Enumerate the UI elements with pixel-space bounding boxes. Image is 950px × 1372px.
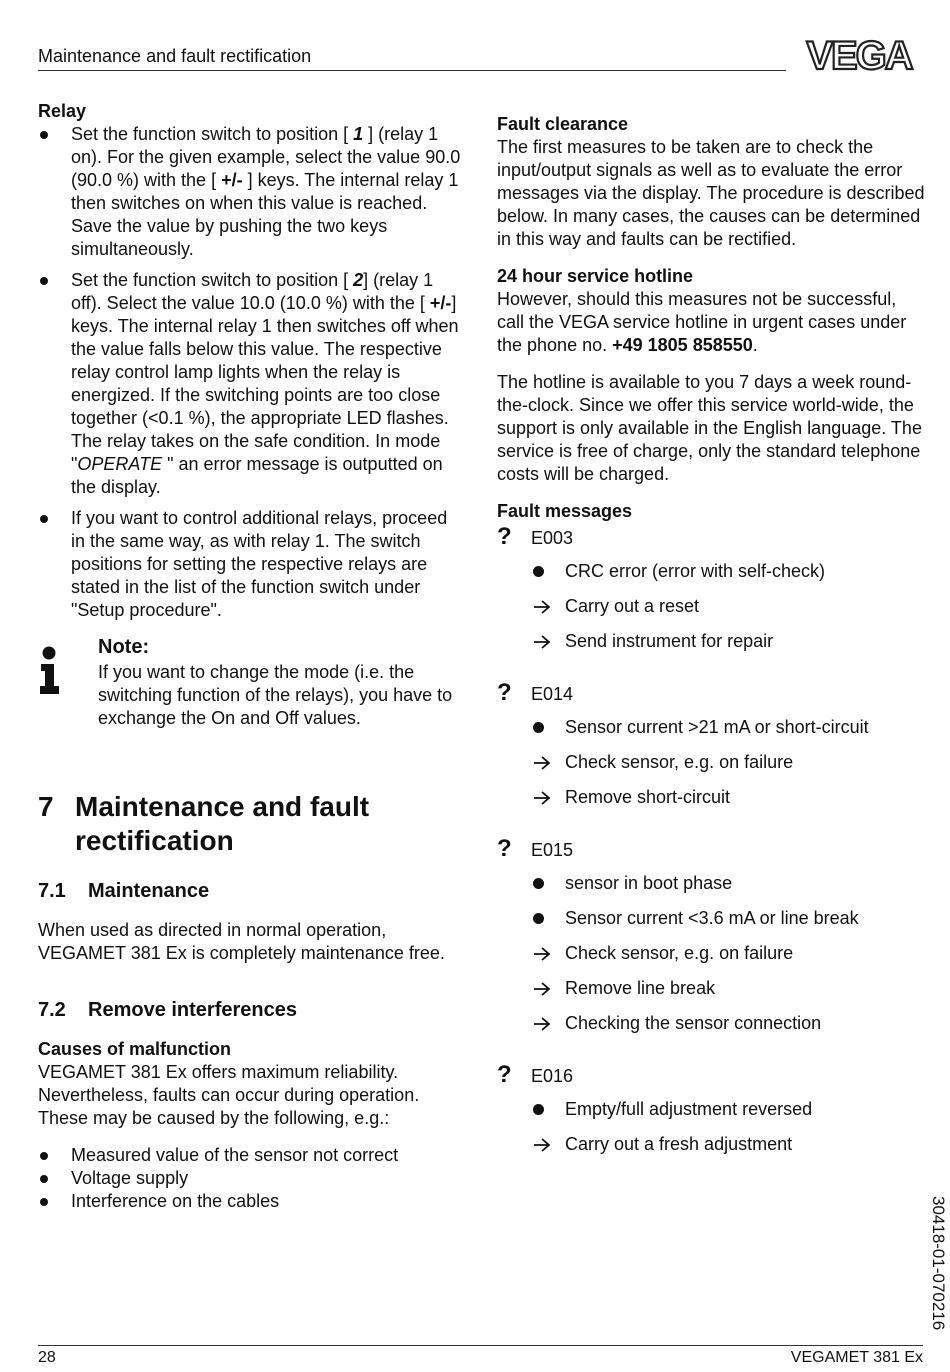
arrow-right-icon [533,1136,553,1152]
maintenance-text: When used as directed in normal operation, VEGAMET 381 Ex is completely maintenance free. [38,920,445,963]
chapter-heading [38,790,466,858]
question-icon: ? [497,679,512,706]
note-box [38,636,466,730]
fault-action: Carry out a fresh adjustment [497,1133,927,1156]
fault-message [497,1063,927,1156]
fault-action: Carry out a reset [497,595,927,618]
fault-header [497,525,927,550]
fault-code: E015 [531,840,574,860]
section-number: 7.1 [38,880,66,902]
arrow-right-icon [533,1015,553,1031]
document-code: 30418-01-070216 [929,1196,948,1331]
fault-cause: Sensor current <3.6 mA or line break [497,907,927,930]
note-title: Note: [98,636,150,658]
fault-action: Remove line break [497,977,927,1000]
causes-text: VEGAMET 381 Ex offers maximum reliability. Nevertheless, faults can occur during operation. These may be caused by the following, e.g.: [38,1062,420,1128]
fault-header [497,1063,927,1088]
list-item: Interference on the cables [38,1190,466,1213]
hotline-heading: 24 hour service hotline [497,266,694,286]
fault-action: Remove short-circuit [497,786,927,809]
relay-list [38,123,466,622]
fault-list [497,525,927,1156]
section-title: Remove interferences [88,999,297,1021]
list-item: Measured value of the sensor not correct [38,1144,466,1167]
hotline-number: +49 1805 858550 [612,335,753,355]
fault-header [497,837,927,862]
question-icon: ? [497,1061,512,1088]
bullet-icon [40,277,48,285]
fault-clearance-text: The first measures to be taken are to check the input/output signals as well as to evaluate the error messages via the display. The procedure is described below. In many cases, the causes can be determined in this way and faults can be rectified. [497,137,925,249]
fault-code: E014 [531,684,574,704]
chapter-number: 7 [38,791,54,822]
svg-text:VEGA: VEGA [806,36,912,74]
fault-cause: Sensor current >21 mA or short-circuit [497,716,927,739]
question-icon: ? [497,835,512,862]
relay-heading: Relay [38,101,87,121]
fault-action: Check sensor, e.g. on failure [497,942,927,965]
hotline-text: However, should this measures not be successful, call the VEGA service hotline in urgent cases under the phone no. +49 1805 858550. [497,289,907,355]
chapter-title: Maintenance and fault rectification [75,791,370,856]
bullet-icon [533,878,544,889]
info-icon [38,646,64,696]
bullet-icon [533,913,544,924]
fault-action: Check sensor, e.g. on failure [497,751,927,774]
header-title: Maintenance and fault rectification [38,46,312,66]
arrow-right-icon [533,789,553,805]
fault-action: Send instrument for repair [497,630,927,653]
footer-rule [38,1345,923,1346]
fault-code: E003 [531,528,574,548]
section-number: 7.2 [38,999,66,1021]
bullet-icon [40,1175,48,1183]
page-number: 28 [38,1349,56,1366]
fault-messages-heading: Fault messages [497,501,633,521]
fault-cause: Empty/full adjustment reversed [497,1098,927,1121]
causes-list [38,1144,466,1213]
causes-heading: Causes of malfunction [38,1039,232,1059]
note-text: If you want to change the mode (i.e. the switching function of the relays), you have to exchange the On and Off values. [98,662,453,728]
arrow-right-icon [533,945,553,961]
section-heading-maintenance [38,880,466,903]
arrow-right-icon [533,754,553,770]
fault-header [497,681,927,706]
availability-text: The hotline is available to you 7 days a week round-the-clock. Since we offer this service world-wide, the support is only available in the English language. The service is free of charge, only the standard telephone costs will be charged. [497,372,922,484]
list-item: Voltage supply [38,1167,466,1190]
vega-logo [796,36,922,74]
fault-message [497,681,927,809]
fault-cause: CRC error (error with self-check) [497,560,927,583]
bullet-icon [533,566,544,577]
left-column [38,100,466,1213]
fault-message [497,837,927,1035]
bullet-icon [40,1152,48,1160]
fault-cause: sensor in boot phase [497,872,927,895]
fault-clearance-heading: Fault clearance [497,114,629,134]
relay-item-1: Set the function switch to position [ 1 ] (relay 1 on). For the given example, select the value 90.0 (90.0 %) with the [ +/- ] keys. The internal relay 1 then switches on when this value is reached. Save the value by pushing the two keys simultaneously. [38,123,466,261]
arrow-right-icon [533,980,553,996]
footer-product: VEGAMET 381 Ex [790,1349,923,1366]
fault-message [497,525,927,653]
section-title: Maintenance [88,880,210,902]
bullet-icon [533,1104,544,1115]
bullet-icon [40,515,48,523]
relay-item-3: If you want to control additional relays, proceed in the same way, as with relay 1. The switch positions for setting the respective relays are stated in the list of the function switch under "Setup procedure". [38,507,466,622]
header-rule [38,70,786,71]
fault-action: Checking the sensor connection [497,1012,927,1035]
section-heading-interferences [38,999,466,1022]
arrow-right-icon [533,598,553,614]
right-column [497,113,927,1184]
bullet-icon [40,1198,48,1206]
bullet-icon [40,131,48,139]
fault-code: E016 [531,1066,574,1086]
bullet-icon [533,722,544,733]
relay-item-2: Set the function switch to position [ 2] (relay 1 off). Select the value 10.0 (10.0 %) with the [ +/-] keys. The internal relay 1 then switches off when the value falls below this value. The respective relay control lamp lights when the relay is energized. If the switching points are too close together (<0.1 %), the appropriate LED flashes. The relay takes on the safe condition. In mode "OPERATE " an error message is outputted on the display. [38,269,466,499]
arrow-right-icon [533,633,553,649]
question-icon: ? [497,523,512,550]
